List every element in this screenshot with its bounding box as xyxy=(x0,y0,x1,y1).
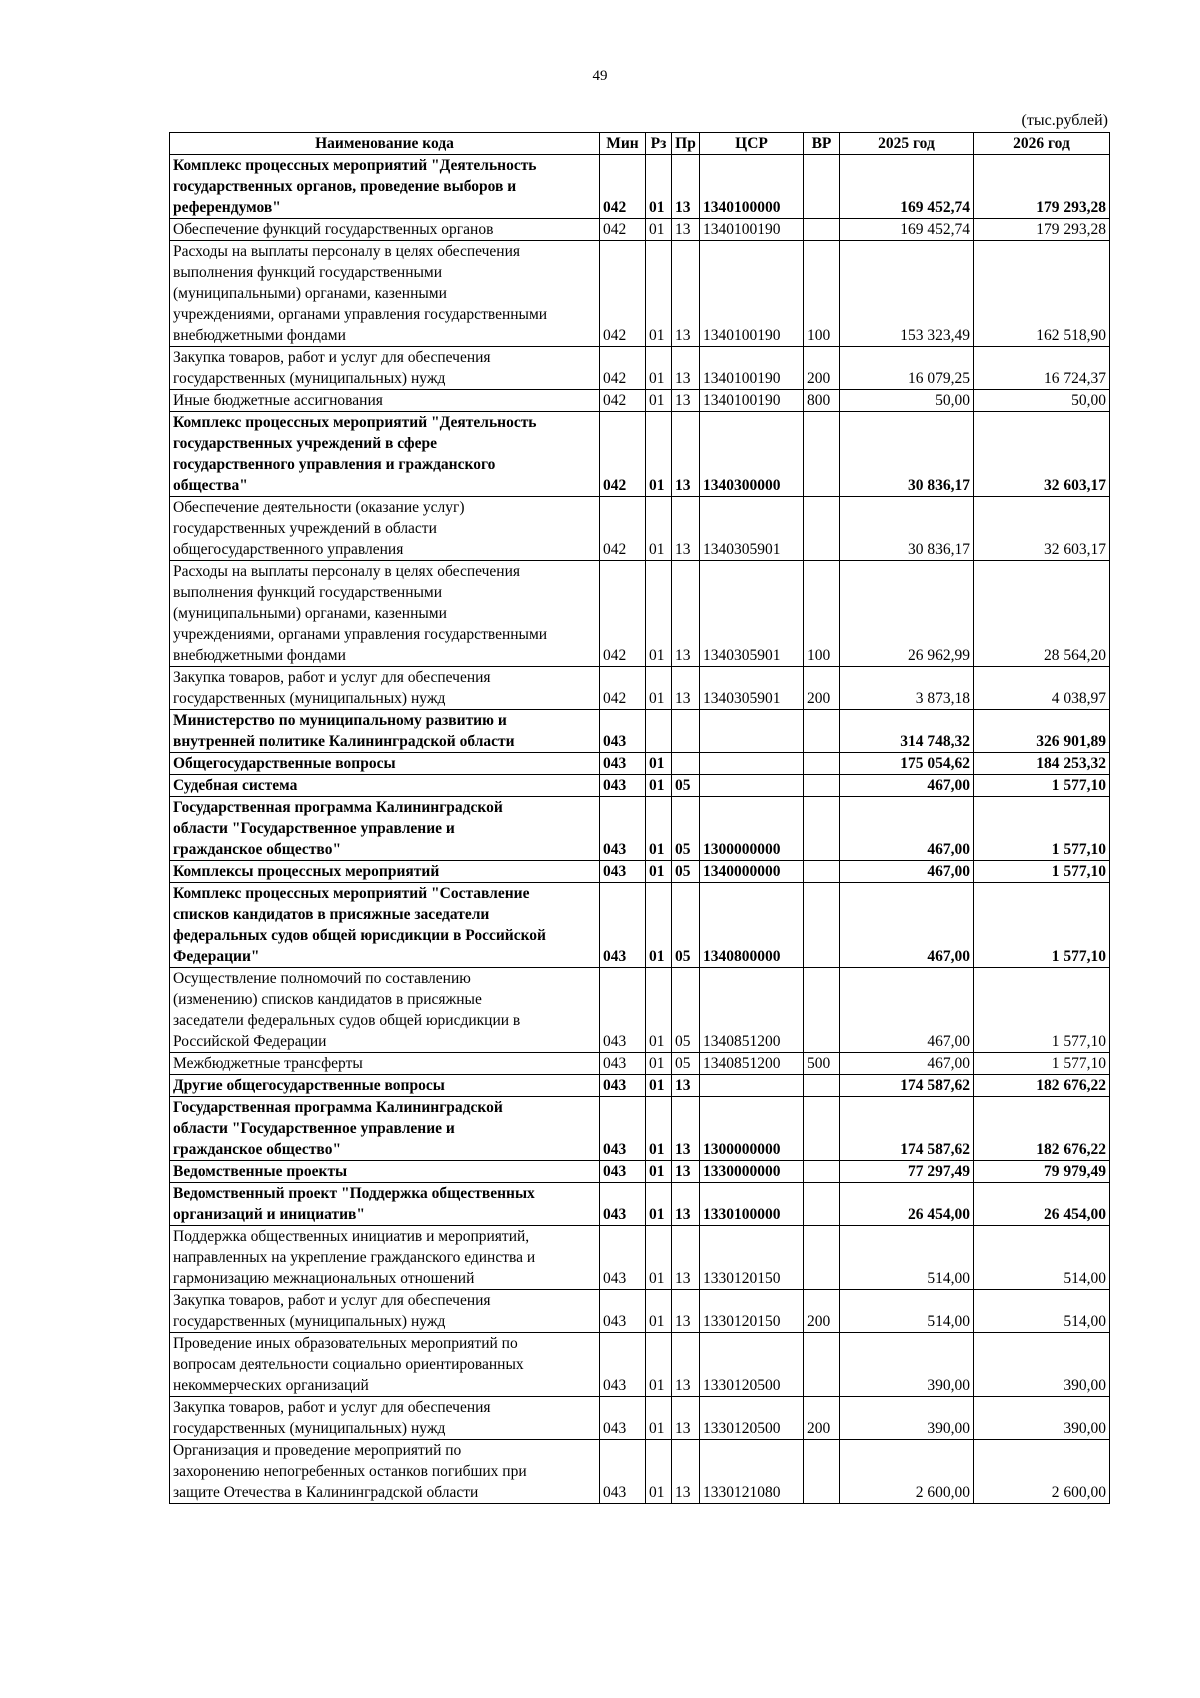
table-row xyxy=(170,219,1110,241)
row-min: 042 xyxy=(600,497,646,561)
row-pr: 13 xyxy=(672,667,700,710)
row-amount-2026: 28 564,20 xyxy=(974,561,1110,667)
row-amount-2025: 390,00 xyxy=(840,1333,974,1397)
row-amount-2026: 390,00 xyxy=(974,1333,1110,1397)
row-min: 042 xyxy=(600,219,646,241)
row-pr: 13 xyxy=(672,1226,700,1290)
row-min: 043 xyxy=(600,1097,646,1161)
row-amount-2026: 179 293,28 xyxy=(974,219,1110,241)
row-rz: 01 xyxy=(646,1053,672,1075)
row-name: Общегосударственные вопросы xyxy=(170,753,600,775)
row-rz: 01 xyxy=(646,1333,672,1397)
row-vr xyxy=(804,861,840,883)
row-csr xyxy=(700,753,804,775)
row-name: Обеспечение функций государственных органов xyxy=(170,219,600,241)
row-name: Комплекс процессных мероприятий "Составление списков кандидатов в присяжные заседатели федеральных судов общей юрисдикции в Российской Федерации" xyxy=(170,883,600,968)
table-row xyxy=(170,1053,1110,1075)
row-amount-2025: 467,00 xyxy=(840,797,974,861)
row-vr xyxy=(804,412,840,497)
row-min: 043 xyxy=(600,1075,646,1097)
row-rz: 01 xyxy=(646,497,672,561)
row-amount-2026: 326 901,89 xyxy=(974,710,1110,753)
row-csr: 1340305901 xyxy=(700,667,804,710)
row-min: 043 xyxy=(600,1333,646,1397)
row-csr: 1330100000 xyxy=(700,1183,804,1226)
table-row xyxy=(170,775,1110,797)
row-csr xyxy=(700,775,804,797)
row-vr xyxy=(804,1226,840,1290)
row-rz: 01 xyxy=(646,1397,672,1440)
row-amount-2026: 1 577,10 xyxy=(974,861,1110,883)
table-row xyxy=(170,561,1110,667)
row-name: Обеспечение деятельности (оказание услуг) государственных учреждений в области общегосударственного управления xyxy=(170,497,600,561)
row-pr: 13 xyxy=(672,347,700,390)
row-name: Расходы на выплаты персоналу в целях обеспечения выполнения функций государственными (муниципальными) органами, казенными учреждениями, органами управления государственными внебюджетными фондами xyxy=(170,241,600,347)
row-csr: 1340800000 xyxy=(700,883,804,968)
row-csr xyxy=(700,1075,804,1097)
row-amount-2025: 175 054,62 xyxy=(840,753,974,775)
row-rz: 01 xyxy=(646,1440,672,1504)
row-csr: 1330120150 xyxy=(700,1290,804,1333)
row-rz: 01 xyxy=(646,1075,672,1097)
row-csr xyxy=(700,710,804,753)
row-csr: 1340100190 xyxy=(700,219,804,241)
row-vr: 100 xyxy=(804,241,840,347)
row-amount-2025: 390,00 xyxy=(840,1397,974,1440)
column-header-rz: Рз xyxy=(646,133,672,155)
row-amount-2025: 467,00 xyxy=(840,968,974,1053)
row-vr: 200 xyxy=(804,667,840,710)
row-amount-2026: 390,00 xyxy=(974,1397,1110,1440)
row-rz: 01 xyxy=(646,1161,672,1183)
row-min: 043 xyxy=(600,1053,646,1075)
row-pr: 13 xyxy=(672,1097,700,1161)
row-pr: 13 xyxy=(672,1333,700,1397)
table-row xyxy=(170,390,1110,412)
table-row xyxy=(170,1397,1110,1440)
row-rz: 01 xyxy=(646,1183,672,1226)
column-header-min: Мин xyxy=(600,133,646,155)
row-amount-2025: 169 452,74 xyxy=(840,219,974,241)
table-row xyxy=(170,241,1110,347)
row-min: 043 xyxy=(600,710,646,753)
row-amount-2026: 79 979,49 xyxy=(974,1161,1110,1183)
row-rz: 01 xyxy=(646,883,672,968)
row-min: 042 xyxy=(600,241,646,347)
column-header-name: Наименование кода xyxy=(170,133,600,155)
row-rz: 01 xyxy=(646,561,672,667)
row-csr: 1340300000 xyxy=(700,412,804,497)
row-amount-2026: 1 577,10 xyxy=(974,883,1110,968)
row-amount-2025: 467,00 xyxy=(840,883,974,968)
row-pr: 13 xyxy=(672,497,700,561)
row-name: Иные бюджетные ассигнования xyxy=(170,390,600,412)
row-pr: 05 xyxy=(672,968,700,1053)
row-vr: 800 xyxy=(804,390,840,412)
row-min: 042 xyxy=(600,561,646,667)
row-rz xyxy=(646,710,672,753)
table-row xyxy=(170,1226,1110,1290)
row-amount-2026: 182 676,22 xyxy=(974,1097,1110,1161)
row-amount-2025: 169 452,74 xyxy=(840,155,974,219)
row-name: Другие общегосударственные вопросы xyxy=(170,1075,600,1097)
row-pr: 13 xyxy=(672,412,700,497)
row-amount-2025: 50,00 xyxy=(840,390,974,412)
row-name: Ведомственный проект "Поддержка общественных организаций и инициатив" xyxy=(170,1183,600,1226)
row-amount-2026: 162 518,90 xyxy=(974,241,1110,347)
column-header-2026: 2026 год xyxy=(974,133,1110,155)
row-rz: 01 xyxy=(646,412,672,497)
row-pr: 05 xyxy=(672,883,700,968)
row-vr xyxy=(804,1161,840,1183)
row-csr: 1340100000 xyxy=(700,155,804,219)
row-pr xyxy=(672,710,700,753)
table-row xyxy=(170,667,1110,710)
row-vr xyxy=(804,797,840,861)
row-amount-2025: 514,00 xyxy=(840,1226,974,1290)
row-rz: 01 xyxy=(646,667,672,710)
row-amount-2026: 32 603,17 xyxy=(974,412,1110,497)
row-amount-2026: 179 293,28 xyxy=(974,155,1110,219)
row-rz: 01 xyxy=(646,753,672,775)
row-rz: 01 xyxy=(646,390,672,412)
row-pr: 13 xyxy=(672,561,700,667)
row-amount-2026: 514,00 xyxy=(974,1290,1110,1333)
row-csr: 1340305901 xyxy=(700,561,804,667)
row-min: 042 xyxy=(600,412,646,497)
row-name: Комплекс процессных мероприятий "Деятельность государственных органов, проведение выборов и референдумов" xyxy=(170,155,600,219)
row-csr: 1340851200 xyxy=(700,968,804,1053)
row-vr xyxy=(804,753,840,775)
row-min: 042 xyxy=(600,390,646,412)
table-body xyxy=(170,155,1110,1504)
row-name: Осуществление полномочий по составлению (изменению) списков кандидатов в присяжные заседатели федеральных судов общей юрисдикции в Российской Федерации xyxy=(170,968,600,1053)
row-rz: 01 xyxy=(646,1097,672,1161)
column-header-pr: Пр xyxy=(672,133,700,155)
row-rz: 01 xyxy=(646,861,672,883)
row-min: 042 xyxy=(600,667,646,710)
row-rz: 01 xyxy=(646,775,672,797)
row-pr: 13 xyxy=(672,155,700,219)
row-rz: 01 xyxy=(646,347,672,390)
row-amount-2025: 514,00 xyxy=(840,1290,974,1333)
table-row xyxy=(170,347,1110,390)
row-min: 043 xyxy=(600,1290,646,1333)
row-csr: 1330120500 xyxy=(700,1333,804,1397)
row-min: 043 xyxy=(600,797,646,861)
table-row xyxy=(170,1290,1110,1333)
row-pr: 13 xyxy=(672,1290,700,1333)
row-name: Министерство по муниципальному развитию и внутренней политике Калининградской области xyxy=(170,710,600,753)
row-csr: 1330120150 xyxy=(700,1226,804,1290)
row-rz: 01 xyxy=(646,219,672,241)
row-csr: 1300000000 xyxy=(700,797,804,861)
table-row xyxy=(170,883,1110,968)
row-csr: 1330120500 xyxy=(700,1397,804,1440)
row-amount-2026: 26 454,00 xyxy=(974,1183,1110,1226)
row-min: 043 xyxy=(600,968,646,1053)
column-header-csr: ЦСР xyxy=(700,133,804,155)
row-min: 042 xyxy=(600,155,646,219)
row-amount-2025: 314 748,32 xyxy=(840,710,974,753)
row-name: Комплекс процессных мероприятий "Деятельность государственных учреждений в сфере государственного управления и гражданского общества" xyxy=(170,412,600,497)
row-name: Проведение иных образовательных мероприятий по вопросам деятельности социально ориентированных некоммерческих организаций xyxy=(170,1333,600,1397)
row-amount-2025: 2 600,00 xyxy=(840,1440,974,1504)
table-row xyxy=(170,1075,1110,1097)
row-csr: 1340305901 xyxy=(700,497,804,561)
row-rz: 01 xyxy=(646,968,672,1053)
row-vr xyxy=(804,219,840,241)
table-row xyxy=(170,1333,1110,1397)
row-pr: 05 xyxy=(672,797,700,861)
row-vr: 500 xyxy=(804,1053,840,1075)
row-name: Судебная система xyxy=(170,775,600,797)
row-pr: 13 xyxy=(672,241,700,347)
row-vr: 200 xyxy=(804,1290,840,1333)
row-amount-2025: 77 297,49 xyxy=(840,1161,974,1183)
row-rz: 01 xyxy=(646,241,672,347)
table-row xyxy=(170,753,1110,775)
row-csr: 1330000000 xyxy=(700,1161,804,1183)
row-amount-2025: 16 079,25 xyxy=(840,347,974,390)
row-min: 043 xyxy=(600,1183,646,1226)
row-name: Закупка товаров, работ и услуг для обеспечения государственных (муниципальных) нужд xyxy=(170,1290,600,1333)
row-pr: 05 xyxy=(672,775,700,797)
row-amount-2025: 174 587,62 xyxy=(840,1097,974,1161)
row-csr: 1340100190 xyxy=(700,390,804,412)
row-vr xyxy=(804,775,840,797)
table-row xyxy=(170,1161,1110,1183)
row-rz: 01 xyxy=(646,1226,672,1290)
row-amount-2025: 3 873,18 xyxy=(840,667,974,710)
row-min: 043 xyxy=(600,753,646,775)
row-min: 043 xyxy=(600,1161,646,1183)
row-vr xyxy=(804,155,840,219)
row-name: Закупка товаров, работ и услуг для обеспечения государственных (муниципальных) нужд xyxy=(170,347,600,390)
row-amount-2025: 467,00 xyxy=(840,861,974,883)
row-name: Расходы на выплаты персоналу в целях обеспечения выполнения функций государственными (муниципальными) органами, казенными учреждениями, органами управления государственными внебюджетными фондами xyxy=(170,561,600,667)
row-pr xyxy=(672,753,700,775)
row-min: 043 xyxy=(600,1226,646,1290)
row-csr: 1340000000 xyxy=(700,861,804,883)
row-vr xyxy=(804,710,840,753)
row-min: 043 xyxy=(600,1440,646,1504)
row-amount-2026: 182 676,22 xyxy=(974,1075,1110,1097)
row-vr: 100 xyxy=(804,561,840,667)
row-amount-2026: 1 577,10 xyxy=(974,968,1110,1053)
page-number: 49 xyxy=(592,68,608,84)
row-name: Государственная программа Калининградской области "Государственное управление и гражданское общество" xyxy=(170,1097,600,1161)
row-min: 042 xyxy=(600,347,646,390)
row-pr: 13 xyxy=(672,1161,700,1183)
row-amount-2026: 32 603,17 xyxy=(974,497,1110,561)
row-amount-2026: 1 577,10 xyxy=(974,1053,1110,1075)
row-rz: 01 xyxy=(646,797,672,861)
row-amount-2026: 4 038,97 xyxy=(974,667,1110,710)
row-pr: 05 xyxy=(672,861,700,883)
row-name: Организация и проведение мероприятий по захоронению непогребенных останков погибших при защите Отечества в Калининградской области xyxy=(170,1440,600,1504)
row-rz: 01 xyxy=(646,1290,672,1333)
row-amount-2025: 30 836,17 xyxy=(840,412,974,497)
row-min: 043 xyxy=(600,861,646,883)
row-amount-2026: 1 577,10 xyxy=(974,775,1110,797)
row-vr xyxy=(804,968,840,1053)
row-rz: 01 xyxy=(646,155,672,219)
row-amount-2025: 30 836,17 xyxy=(840,497,974,561)
row-amount-2026: 2 600,00 xyxy=(974,1440,1110,1504)
table-row xyxy=(170,1097,1110,1161)
row-amount-2025: 467,00 xyxy=(840,1053,974,1075)
table-row xyxy=(170,497,1110,561)
row-amount-2026: 1 577,10 xyxy=(974,797,1110,861)
row-csr: 1340100190 xyxy=(700,347,804,390)
row-csr: 1340100190 xyxy=(700,241,804,347)
table-row xyxy=(170,797,1110,861)
row-amount-2025: 153 323,49 xyxy=(840,241,974,347)
row-name: Закупка товаров, работ и услуг для обеспечения государственных (муниципальных) нужд xyxy=(170,1397,600,1440)
table-row xyxy=(170,1440,1110,1504)
row-name: Поддержка общественных инициатив и мероприятий, направленных на укрепление гражданского единства и гармонизацию межнациональных отношений xyxy=(170,1226,600,1290)
table-header-row xyxy=(170,133,1110,155)
row-name: Комплексы процессных мероприятий xyxy=(170,861,600,883)
table-row xyxy=(170,1183,1110,1226)
row-amount-2025: 26 962,99 xyxy=(840,561,974,667)
row-csr: 1330121080 xyxy=(700,1440,804,1504)
row-name: Закупка товаров, работ и услуг для обеспечения государственных (муниципальных) нужд xyxy=(170,667,600,710)
table-row xyxy=(170,861,1110,883)
row-vr xyxy=(804,883,840,968)
row-pr: 13 xyxy=(672,390,700,412)
table-row xyxy=(170,412,1110,497)
row-pr: 13 xyxy=(672,1183,700,1226)
row-min: 043 xyxy=(600,775,646,797)
row-pr: 13 xyxy=(672,1440,700,1504)
table-row xyxy=(170,155,1110,219)
row-amount-2025: 174 587,62 xyxy=(840,1075,974,1097)
row-vr xyxy=(804,1097,840,1161)
row-name: Государственная программа Калининградской области "Государственное управление и гражданское общество" xyxy=(170,797,600,861)
row-pr: 13 xyxy=(672,1075,700,1097)
row-pr: 13 xyxy=(672,219,700,241)
row-csr: 1300000000 xyxy=(700,1097,804,1161)
column-header-2025: 2025 год xyxy=(840,133,974,155)
row-csr: 1340851200 xyxy=(700,1053,804,1075)
table-row xyxy=(170,968,1110,1053)
row-vr xyxy=(804,1333,840,1397)
row-pr: 05 xyxy=(672,1053,700,1075)
row-amount-2026: 514,00 xyxy=(974,1226,1110,1290)
row-pr: 13 xyxy=(672,1397,700,1440)
row-amount-2025: 467,00 xyxy=(840,775,974,797)
row-amount-2026: 50,00 xyxy=(974,390,1110,412)
row-name: Межбюджетные трансферты xyxy=(170,1053,600,1075)
row-amount-2025: 26 454,00 xyxy=(840,1183,974,1226)
row-vr xyxy=(804,1183,840,1226)
column-header-vr: ВР xyxy=(804,133,840,155)
row-vr xyxy=(804,497,840,561)
row-amount-2026: 16 724,37 xyxy=(974,347,1110,390)
row-vr xyxy=(804,1075,840,1097)
row-amount-2026: 184 253,32 xyxy=(974,753,1110,775)
row-vr xyxy=(804,1440,840,1504)
row-vr: 200 xyxy=(804,347,840,390)
table-row xyxy=(170,710,1110,753)
row-min: 043 xyxy=(600,1397,646,1440)
row-min: 043 xyxy=(600,883,646,968)
row-name: Ведомственные проекты xyxy=(170,1161,600,1183)
units-label: (тыс.рублей) xyxy=(1021,112,1108,129)
budget-table xyxy=(169,132,1110,1504)
row-vr: 200 xyxy=(804,1397,840,1440)
